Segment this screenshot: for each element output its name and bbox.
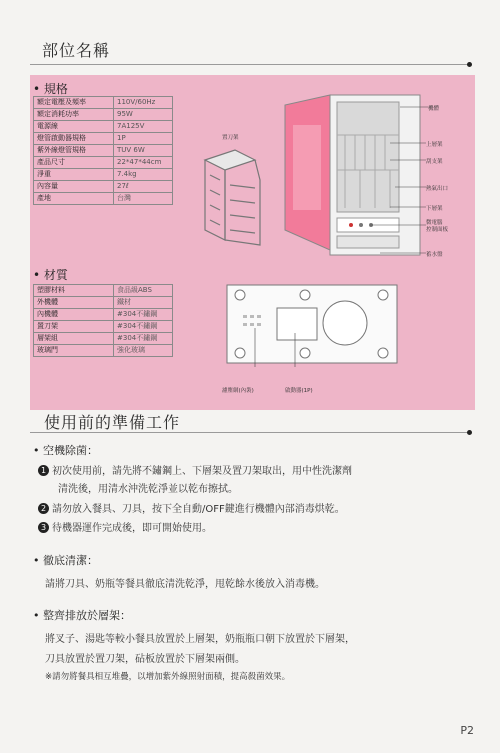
label-knife-rack: 置刀架 — [222, 135, 239, 141]
label-leader-lines — [360, 100, 430, 260]
materials-value: #304不鏽鋼 — [114, 333, 173, 345]
materials-row — [34, 321, 173, 333]
specs-key: 額定電壓及頻率 — [34, 97, 114, 109]
s3-text-1: 將叉子、湯匙等較小餐具放置於上層架，奶瓶瓶口朝下放置於下層架， — [45, 634, 355, 645]
materials-row — [34, 285, 173, 297]
specs-row — [34, 157, 173, 169]
label-upper-rack: 上層架 — [426, 142, 443, 148]
materials-heading: • 材質 — [33, 268, 68, 282]
materials-row — [34, 309, 173, 321]
specs-key: 產品尺寸 — [34, 157, 114, 169]
materials-key: 內機體 — [34, 309, 114, 321]
label-lower-rack: 下層架 — [426, 206, 443, 212]
page-title: 部位名稱 — [42, 41, 111, 60]
specs-value: 27ℓ — [114, 181, 173, 193]
s1-step1 — [38, 462, 352, 477]
specs-key: 額定消耗功率 — [34, 109, 114, 121]
step-number: 3 — [38, 522, 49, 533]
specs-row — [34, 193, 173, 205]
materials-key: 玻璃門 — [34, 345, 114, 357]
specs-key: 紫外線燈管規格 — [34, 145, 114, 157]
s1-step3-text: 待機器運作完成後，即可開始使用。 — [52, 523, 212, 534]
specs-key: 電源線 — [34, 121, 114, 133]
specs-key: 淨重 — [34, 169, 114, 181]
materials-key: 外機體 — [34, 297, 114, 309]
materials-row — [34, 333, 173, 345]
specs-table — [33, 96, 173, 205]
specs-value: TUV 6W — [114, 145, 173, 157]
materials-table — [33, 284, 173, 357]
materials-value: 強化玻璃 — [114, 345, 173, 357]
materials-key: 層架組 — [34, 333, 114, 345]
specs-row — [34, 169, 173, 181]
page-number: P2 — [460, 724, 474, 737]
specs-row — [34, 181, 173, 193]
materials-value: #304不鏽鋼 — [114, 309, 173, 321]
s1-step1-cont: 清洗後，用清水沖洗乾淨並以乾布擦拭。 — [58, 484, 238, 495]
specs-key: 燈管啟動器規格 — [34, 133, 114, 145]
materials-row — [34, 345, 173, 357]
specs-value: 110V/60Hz — [114, 97, 173, 109]
s2-text: 請將刀具、奶瓶等餐具徹底清洗乾淨，甩乾餘水後放入消毒機。 — [45, 579, 325, 590]
specs-row — [34, 97, 173, 109]
label-vent: 熱氣出口 — [426, 186, 449, 192]
specs-key: 產地 — [34, 193, 114, 205]
s1-step3 — [38, 519, 212, 534]
specs-row — [34, 121, 173, 133]
back-panel-illustration — [225, 283, 400, 368]
s3-note: ※請勿將餐具相互堆疊，以增加紫外線照射面積，提高殺菌效果。 — [45, 672, 291, 682]
specs-value: 7A125V — [114, 121, 173, 133]
label-filter: 濾塵網(內裝) — [222, 388, 254, 394]
materials-value: #304不鏽鋼 — [114, 321, 173, 333]
specs-key: 內容量 — [34, 181, 114, 193]
knife-rack-illustration — [195, 140, 270, 260]
specs-value: 95W — [114, 109, 173, 121]
materials-value: 食品級ABS — [114, 285, 173, 297]
label-drip-tray: 蓄水盤 — [426, 252, 443, 258]
specs-value: 台灣 — [114, 193, 173, 205]
materials-row — [34, 297, 173, 309]
prep-divider — [30, 432, 470, 433]
label-panel: 微電腦 控制面板 — [426, 220, 449, 233]
materials-key: 置刀架 — [34, 321, 114, 333]
label-starter: 啟動器(1P) — [285, 388, 313, 394]
materials-value: 鐵材 — [114, 297, 173, 309]
prep-divider-dot — [467, 430, 472, 435]
s1-step2 — [38, 500, 345, 515]
specs-heading: • 規格 — [33, 82, 68, 96]
specs-value: 22*47*44cm — [114, 157, 173, 169]
specs-value: 7.4kg — [114, 169, 173, 181]
step-number: 1 — [38, 465, 49, 476]
divider-dot — [467, 62, 472, 67]
s3-heading: • 整齊排放於層架： — [33, 609, 131, 622]
specs-row — [34, 145, 173, 157]
s2-heading: • 徹底清潔： — [33, 554, 98, 567]
label-body: 機體 — [428, 106, 440, 112]
step-number: 2 — [38, 503, 49, 514]
specs-row — [34, 109, 173, 121]
specs-value: 1P — [114, 133, 173, 145]
materials-key: 塑膠材料 — [34, 285, 114, 297]
label-rack-support: 刮支架 — [426, 159, 443, 165]
prep-title: 使用前的準備工作 — [44, 413, 181, 432]
s3-text-2: 刀具放置於置刀架，砧板放置於下層架兩側。 — [45, 654, 245, 665]
specs-row — [34, 133, 173, 145]
s1-heading: • 空機除菌： — [33, 444, 98, 457]
title-divider — [30, 64, 470, 65]
s1-step2-text: 請勿放入餐具、刀具，按下全自動/OFF鍵進行機體內部消毒烘乾。 — [52, 504, 345, 515]
s1-step1-text: 初次使用前，請先將不鏽鋼上、下層架及置刀架取出，用中性洗潔劑 — [52, 466, 352, 477]
